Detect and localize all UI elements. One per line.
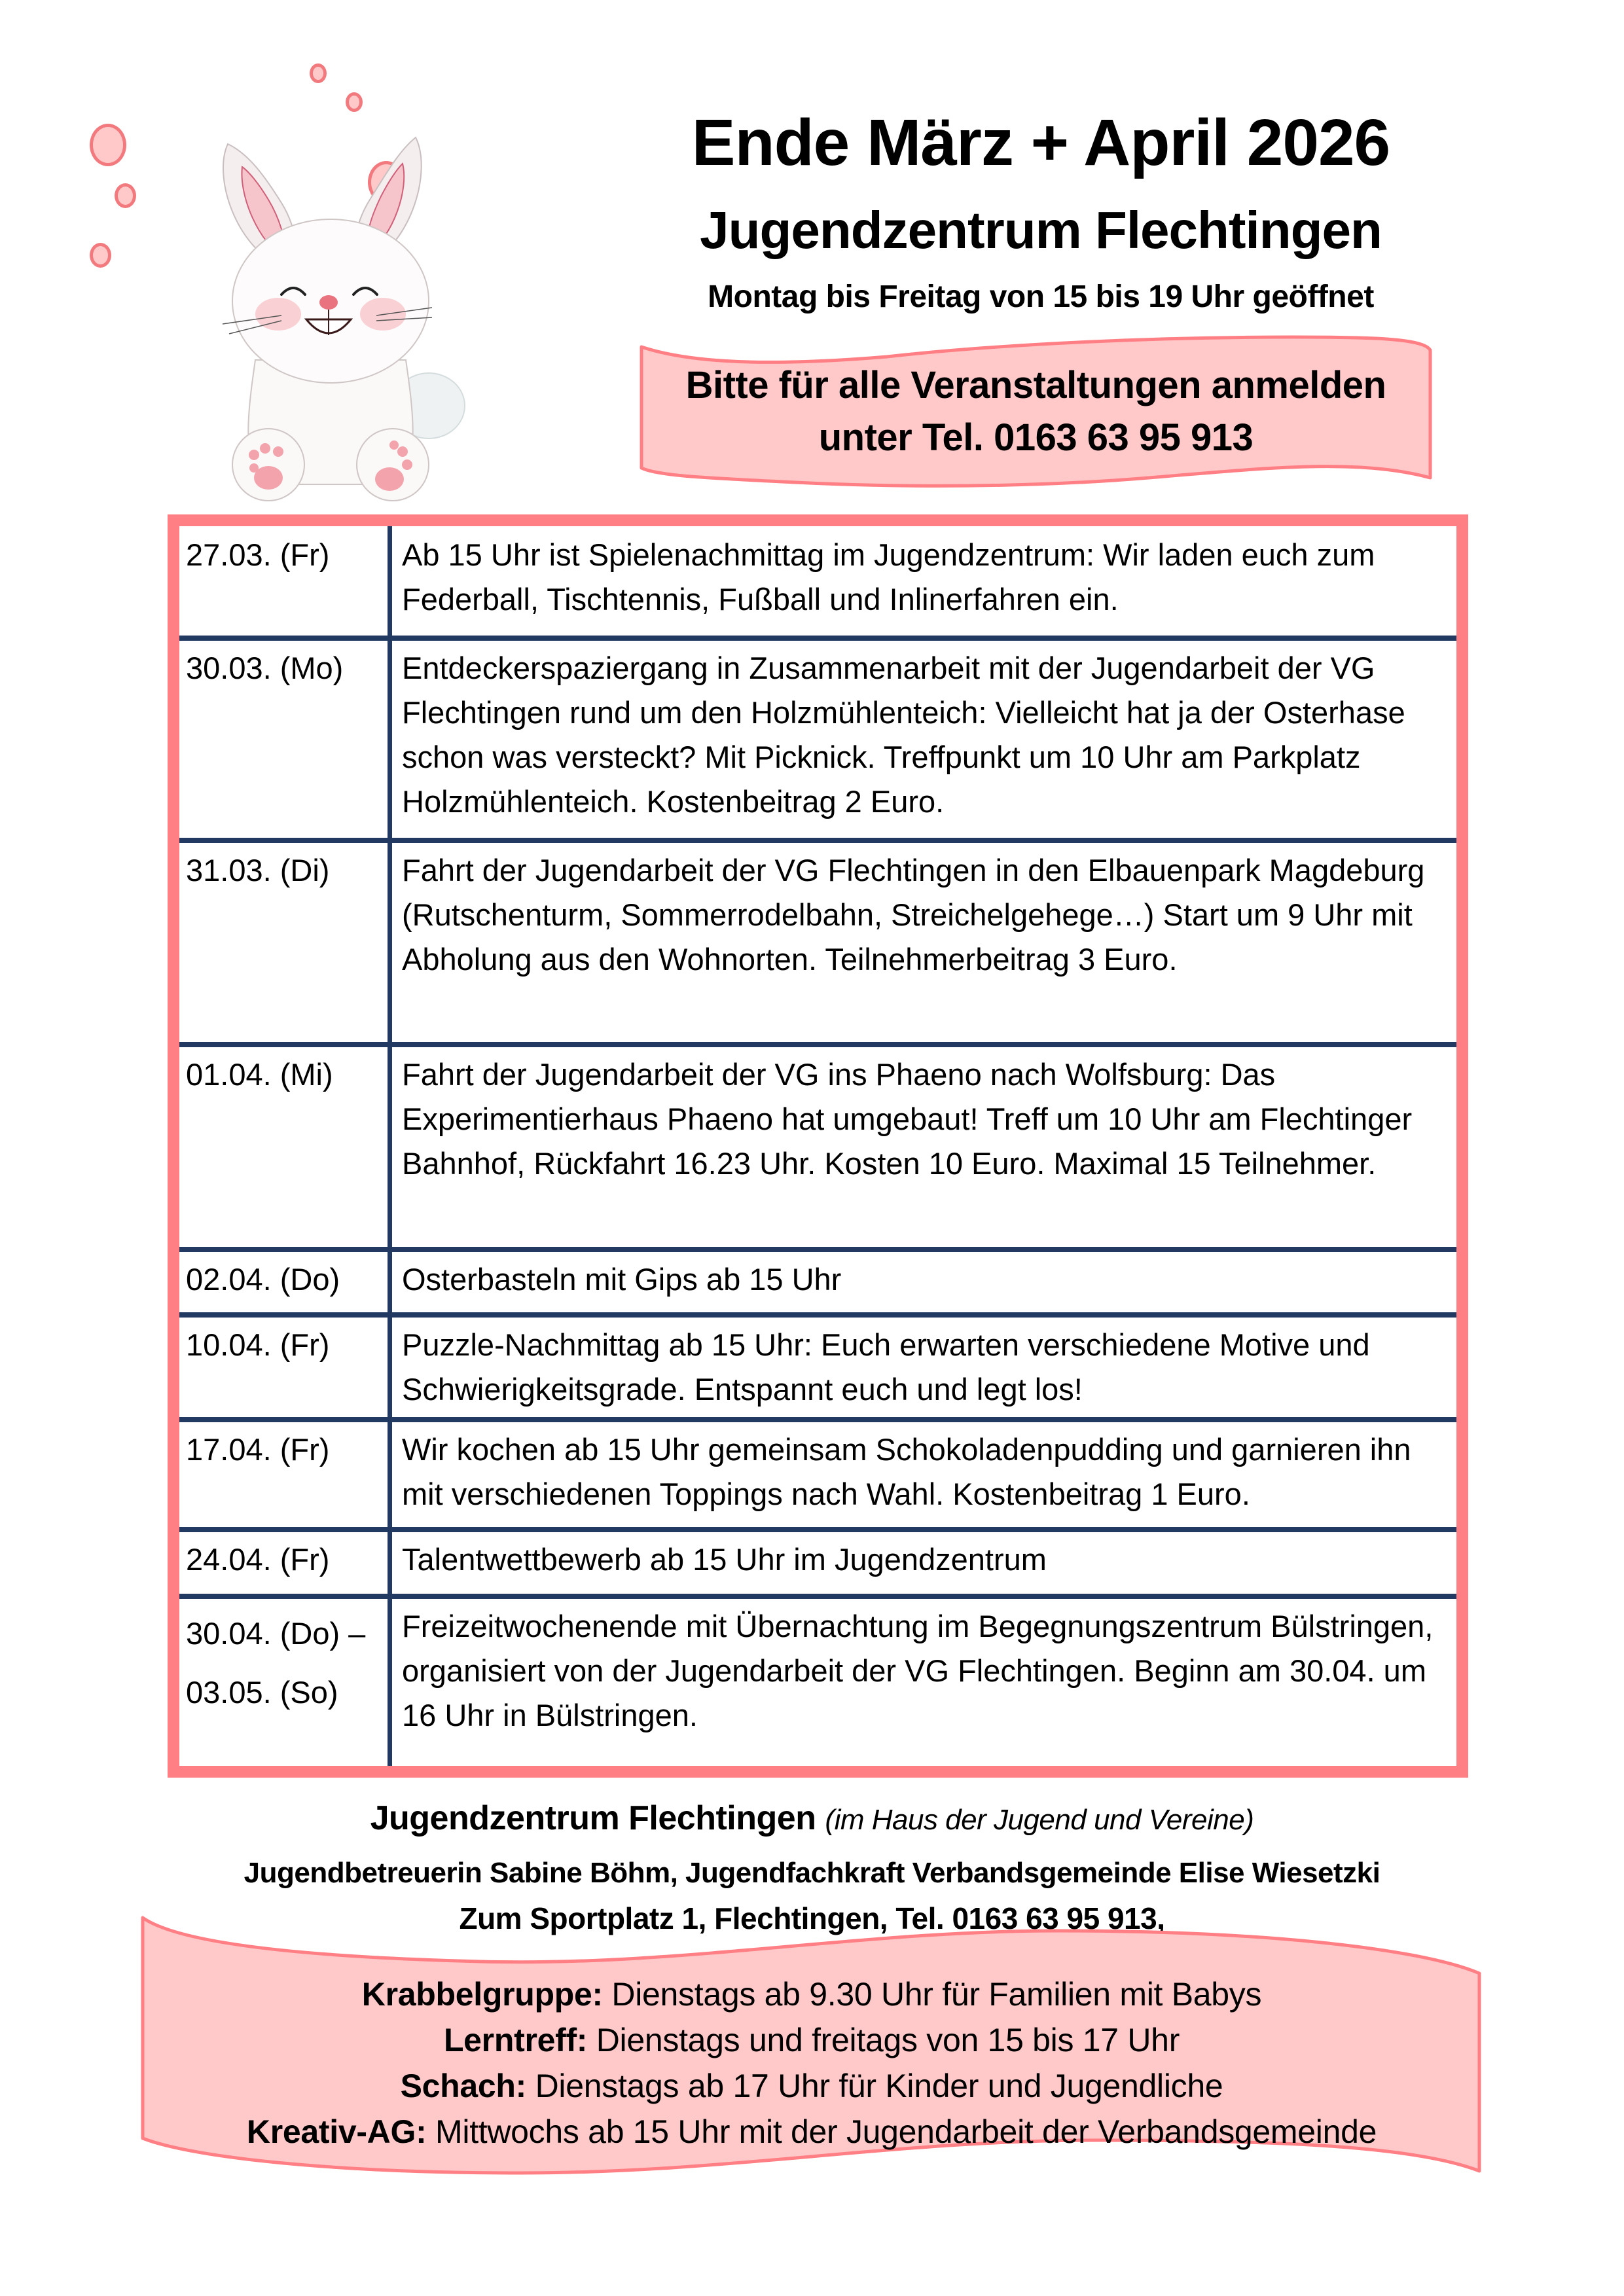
page-title: Ende März + April 2026 — [691, 106, 1390, 179]
registration-line-1: Bitte für alle Veranstaltungen anmelden — [685, 364, 1386, 406]
row-divider — [179, 1042, 1456, 1047]
event-date: 30.04. (Do) – 03.05. (So) — [186, 1616, 366, 1710]
event-date: 31.03. (Di) — [186, 853, 330, 888]
offer-lerntreff — [141, 2024, 1483, 2056]
row-divider — [179, 838, 1456, 843]
row-divider — [179, 1527, 1456, 1532]
registration-phone: unter Tel. 0163 63 95 913 — [818, 416, 1254, 459]
table-row — [179, 526, 1456, 636]
registration-banner-shape — [638, 331, 1437, 488]
offer-text: Dienstags ab 17 Uhr für Kinder und Jugendliche — [526, 2068, 1223, 2104]
offer-kreativ-ag — [141, 2115, 1483, 2148]
row-divider — [179, 1417, 1456, 1422]
bunny-foot-left — [232, 429, 304, 501]
offer-label: Schach: — [400, 2068, 527, 2104]
table-row — [179, 1532, 1456, 1594]
table-row — [179, 1318, 1456, 1417]
offer-schach — [141, 2070, 1483, 2102]
row-divider — [179, 1312, 1456, 1318]
table-row — [179, 1047, 1456, 1247]
event-description: Fahrt der Jugendarbeit der VG ins Phaeno nach Wolfsburg: Das Experimentierhaus Phaeno hat umgebaut! Treff um 10 Uhr am Flechtinger Bahnhof, Rückfahrt 16.23 Uhr. Kosten 10 Euro. Maximal 15 Teilnehmer. — [402, 1057, 1413, 1181]
table-row — [179, 1422, 1456, 1527]
event-description: Ab 15 Uhr ist Spielenachmittag im Jugendzentrum: Wir laden euch zum Federball, Tischtennis, Fußball und Inlinerfahren ein. — [402, 537, 1375, 617]
bubble — [90, 243, 111, 268]
row-divider — [179, 636, 1456, 641]
opening-hours: Montag bis Freitag von 15 bis 19 Uhr geöffnet — [708, 279, 1374, 314]
bubble — [310, 63, 327, 83]
offer-label: Kreativ-AG: — [246, 2113, 427, 2150]
offer-text: Dienstags ab 9.30 Uhr für Familien mit Babys — [602, 1976, 1262, 2013]
event-description: Entdeckerspaziergang in Zusammenarbeit mit der Jugendarbeit der VG Flechtingen rund um den Holzmühlenteich: Vielleicht hat ja der Osterhase schon was versteckt? Mit Picknick. Treffpunkt um 10 Uhr am Parkplatz Holzmühlenteich. Kostenbeitrag 2 Euro. — [402, 651, 1405, 819]
event-date: 02.04. (Do) — [186, 1262, 340, 1297]
footer-location-note: (im Haus der Jugend und Vereine) — [825, 1804, 1254, 1836]
event-date: 27.03. (Fr) — [186, 537, 330, 572]
event-description: Osterbasteln mit Gips ab 15 Uhr — [402, 1262, 842, 1297]
bubble — [115, 183, 136, 208]
bubble — [90, 124, 126, 166]
footer-staff: Jugendbetreuerin Sabine Böhm, Jugendfachkraft Verbandsgemeinde Elise Wiesetzki — [244, 1857, 1380, 1889]
event-description: Wir kochen ab 15 Uhr gemeinsam Schokoladenpudding und garnieren ihn mit verschiedenen Toppings nach Wahl. Kostenbeitrag 1 Euro. — [402, 1432, 1411, 1511]
offer-label: Lerntreff: — [443, 2022, 588, 2058]
event-date: 17.04. (Fr) — [186, 1432, 330, 1467]
event-date: 24.04. (Fr) — [186, 1542, 330, 1577]
event-schedule-table — [168, 514, 1468, 1778]
bunny-foot-right — [357, 429, 429, 501]
table-row — [179, 1252, 1456, 1312]
offer-krabbelgruppe — [141, 1978, 1483, 2011]
event-description: Fahrt der Jugendarbeit der VG Flechtingen in den Elbauenpark Magdeburg (Rutschenturm, Sommerrodelbahn, Streichelgehege…) Start um 9 Uhr mit Abholung aus den Wohnorten. Teilnehmerbeitrag 3 Euro. — [402, 853, 1425, 977]
row-divider — [179, 1594, 1456, 1599]
offer-text: Dienstags und freitags von 15 bis 17 Uhr — [587, 2022, 1180, 2058]
row-divider — [179, 1247, 1456, 1252]
table-row — [179, 843, 1456, 1042]
offer-label: Krabbelgruppe: — [361, 1976, 603, 2013]
offer-text: Mittwochs ab 15 Uhr mit der Jugendarbeit der Verbandsgemeinde — [426, 2113, 1377, 2150]
event-date: 01.04. (Mi) — [186, 1057, 333, 1092]
page-subtitle: Jugendzentrum Flechtingen — [700, 201, 1382, 259]
footer-name: Jugendzentrum Flechtingen — [370, 1799, 816, 1837]
bunny-illustration — [151, 98, 517, 504]
event-date: 30.03. (Mo) — [186, 651, 344, 685]
event-description: Puzzle-Nachmittag ab 15 Uhr: Euch erwarten verschiedene Motive und Schwierigkeitsgrade. Entspannt euch und legt los! — [402, 1327, 1370, 1407]
bunny-nose — [319, 295, 338, 310]
event-date: 10.04. (Fr) — [186, 1327, 330, 1362]
footer-address: Zum Sportplatz 1, Flechtingen, Tel. 0163 63 95 913, — [459, 1901, 1165, 1935]
table-row — [179, 1599, 1456, 1766]
footer-organization — [0, 1801, 1624, 1835]
event-description: Talentwettbewerb ab 15 Uhr im Jugendzentrum — [402, 1542, 1047, 1577]
event-description: Freizeitwochenende mit Übernachtung im Begegnungszentrum Bülstringen, organisiert von der Jugendarbeit der VG Flechtingen. Beginn am 30.04. um 16 Uhr in Bülstringen. — [402, 1609, 1434, 1732]
table-row — [179, 641, 1456, 838]
